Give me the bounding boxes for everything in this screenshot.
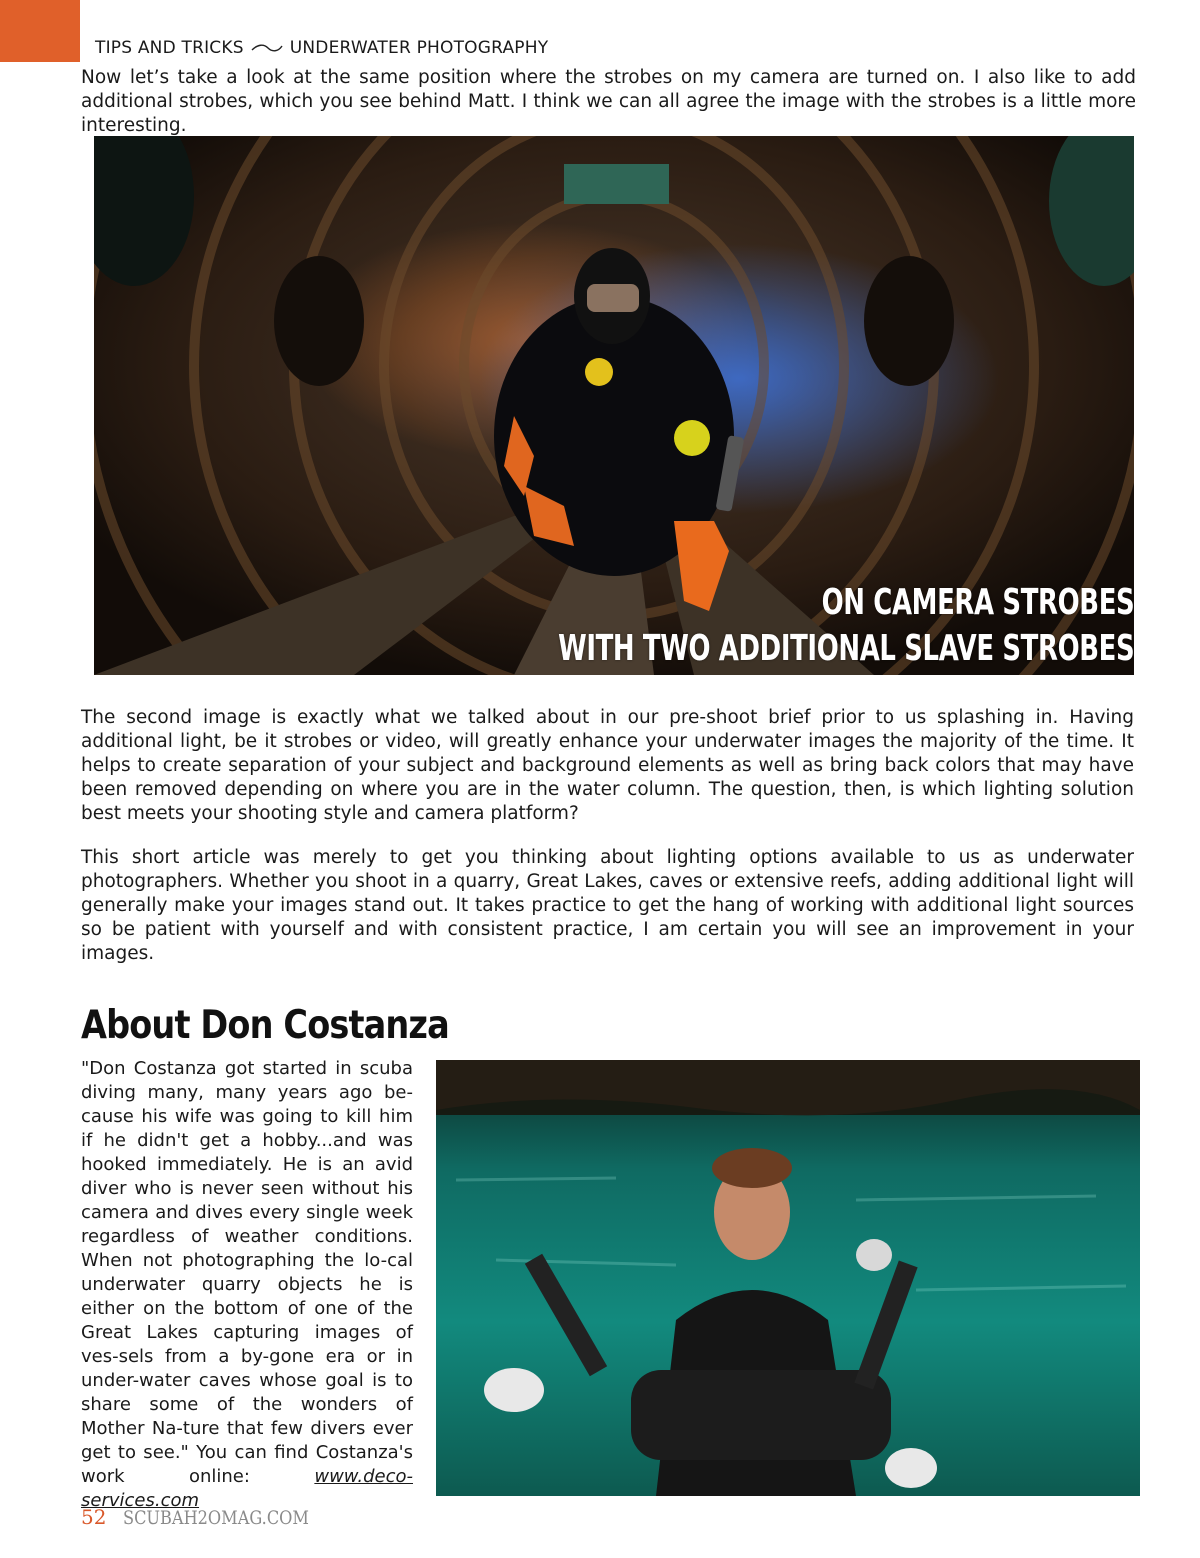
intro-paragraph: Now let’s take a look at the same position where the strobes on my camera are turned on. I also like to add additional strobes, which you see behind Matt. I think we can all agree the image with the strobes is a little more interesting. <box>81 67 1136 136</box>
header-topic: UNDERWATER PHOTOGRAPHY <box>289 38 549 58</box>
running-header <box>95 38 548 58</box>
bio-text <box>81 1057 413 1513</box>
header-section: TIPS AND TRICKS <box>95 38 244 58</box>
bio-heading: About Don Costanza <box>81 1003 449 1048</box>
page-number: 52 <box>81 1505 107 1529</box>
body-paragraph-3: This short article was merely to get you thinking about lighting options available to us as underwater photographers. Whether you shoot in a quarry, Great Lakes, caves or extensive reefs, adding additional light will generally make your images stand out. It takes practice to get the hang of working with additional light sources so be patient with yourself and with consistent practice, I am certain you will see an improvement in your images. <box>81 847 1134 964</box>
swoosh-divider-icon <box>250 42 284 54</box>
bio-body: "Don Costanza got started in scuba diving many, many years ago be-cause his wife was going to kill him if he didn't get a hobby...and was hooked immediately. He is an avid diver who is never seen without his camera and dives every single week regardless of weather conditions. When not photographing the lo-cal underwater quarry objects he is either on the bottom of one of the Great Lakes capturing images of ves-sels from a by-gone era or in under-water caves whose goal is to share some of the wonders of Mother Na-ture that few divers ever get to see." You can find Costanza's work online: <box>81 1058 413 1487</box>
author-portrait-photo <box>436 1060 1140 1496</box>
photo-caption-line2: WITH TWO ADDITIONAL SLAVE STROBES <box>557 628 1134 669</box>
corner-color-tab <box>0 0 80 62</box>
site-name: SCUBAH2OMAG.COM <box>122 1507 309 1529</box>
website-link[interactable]: www.deco-services.com <box>81 1466 413 1511</box>
diver-tunnel-photo <box>94 136 1134 675</box>
photo-caption-line1: ON CAMERA STROBES <box>821 582 1134 623</box>
body-paragraph-2: The second image is exactly what we talked about in our pre-shoot brief prior to us splashing in. Having additional light, be it strobes or video, will greatly enhance your underwater images the majority of the time. It helps to create separation of your subject and background elements as well as bring back colors that may have been removed depending on where you are in the water column. The question, then, is which lighting solution best meets your shooting style and camera platform? <box>81 707 1134 824</box>
page-footer <box>81 1505 342 1529</box>
